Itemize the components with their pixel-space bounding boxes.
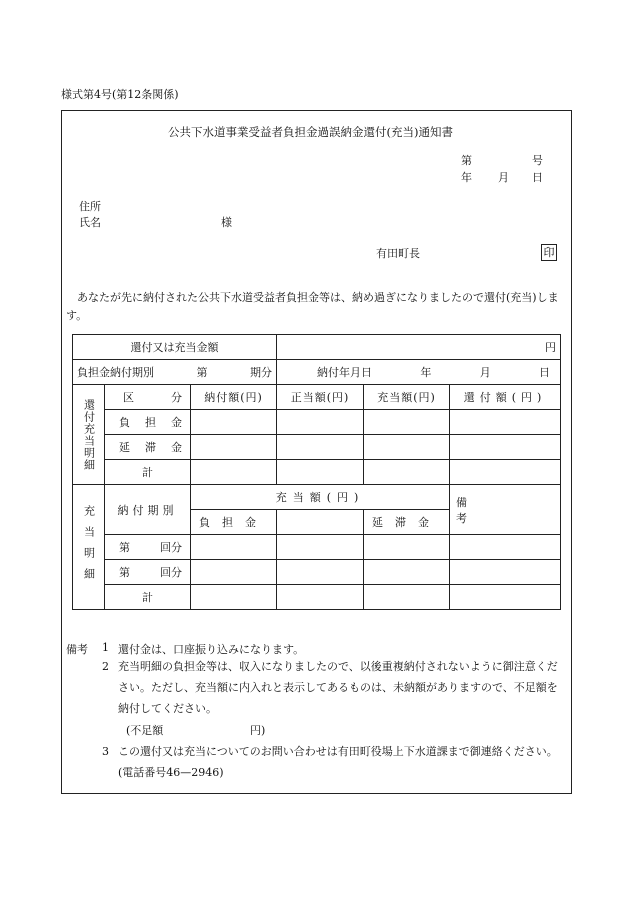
row-entai-label (105, 435, 191, 460)
row-kaibun: 回分 (160, 541, 182, 554)
row-entai-char: 滞 (145, 441, 156, 454)
payment-period-label: 負担金納付期別 (77, 366, 154, 379)
table-row (73, 485, 561, 510)
row-futan-label (105, 410, 191, 435)
payment-date-day: 日 (539, 366, 551, 379)
doc-number-go: 号 (532, 154, 543, 167)
empty-cell (191, 585, 277, 610)
yen-unit: 円 (545, 341, 557, 354)
sub-entai-header: 延滞金 (364, 510, 450, 535)
issuer: 有田町長 (376, 247, 420, 260)
applied-amount-header: 充当額(円) (364, 385, 450, 410)
date-day: 日 (532, 171, 543, 184)
row-dai: 第 (119, 566, 130, 579)
table-row (73, 460, 561, 485)
apply-detail-group-label: 充当明細 (73, 485, 105, 610)
period-col-header: 納付期別 (105, 485, 191, 535)
doc-number-dai: 第 (461, 154, 472, 167)
page-title: 公共下水道事業受益者負担金過誤納金還付(充当)通知書 (168, 125, 453, 139)
table-row (73, 535, 561, 560)
table-row (73, 560, 561, 585)
table-row (73, 360, 561, 385)
empty-cell (364, 535, 450, 560)
correct-amount-header: 正当額(円) (277, 385, 364, 410)
empty-cell (450, 560, 561, 585)
applied-total-header: 充当額(円) (191, 485, 450, 510)
payment-date-label: 納付年月日 (317, 366, 373, 379)
empty-cell (277, 410, 364, 435)
remarks-header: 備考 (456, 495, 528, 525)
row-dai: 第 (119, 541, 130, 554)
payment-period-ki: 期分 (250, 366, 272, 379)
shortage-open: (不足額 (126, 724, 164, 737)
empty-cell (364, 460, 450, 485)
notes-label: 備考 (66, 643, 88, 656)
payment-period-dai: 第 (196, 366, 208, 379)
paid-amount-header: 納付額(円) (191, 385, 277, 410)
address-label: 住所 (79, 200, 101, 213)
empty-cell (277, 435, 364, 460)
row-entai-char: 金 (171, 441, 182, 454)
empty-cell (364, 410, 450, 435)
note-1-number: 1 (102, 641, 109, 654)
note-3-text: この還付又は充当についてのお問い合わせは有田町役場上下水道課まで御連絡ください。(電話番号46—2946) (118, 745, 558, 779)
empty-cell (450, 535, 561, 560)
date-year: 年 (461, 171, 472, 184)
row-entai-char: 延 (119, 441, 130, 454)
table-row (73, 335, 561, 360)
date-month: 月 (498, 171, 509, 184)
payment-date-year: 年 (420, 366, 432, 379)
note-1-text: 還付金は、口座振り込みになります。 (118, 643, 305, 656)
empty-cell (191, 435, 277, 460)
payment-date-month: 月 (479, 366, 491, 379)
intro-text: あなたが先に納付された公共下水道受益者負担金等は、納め過ぎになりましたので還付(充当)します。 (66, 291, 559, 322)
row-futan-char: 金 (171, 416, 182, 429)
note-3-number: 3 (102, 745, 109, 758)
row-period-label (105, 560, 191, 585)
sub-futan-header: 負担金 (191, 510, 277, 535)
refund-table (72, 334, 561, 610)
remarks-header-cell (450, 485, 561, 535)
empty-cell (277, 510, 364, 535)
empty-cell (450, 585, 561, 610)
row-total-label: 計 (105, 460, 191, 485)
empty-cell (277, 585, 364, 610)
row-kaibun: 回分 (160, 566, 182, 579)
refund-amount-header: 還付額(円) (450, 385, 561, 410)
refund-amount-label: 還付又は充当金額 (73, 335, 277, 360)
empty-cell (364, 585, 450, 610)
shortage-close: 円) (250, 724, 266, 737)
row-futan-char: 負 (119, 416, 130, 429)
table-row (73, 385, 561, 410)
empty-cell (364, 435, 450, 460)
payment-date-cell (277, 360, 561, 385)
honorific: 様 (221, 216, 232, 229)
row-futan-char: 担 (145, 416, 156, 429)
empty-cell (277, 535, 364, 560)
refund-amount-value (277, 335, 561, 360)
table-row (73, 435, 561, 460)
empty-cell (191, 410, 277, 435)
table-row (73, 585, 561, 610)
empty-cell (450, 460, 561, 485)
row-period-label (105, 535, 191, 560)
kubun-header (105, 385, 191, 410)
form-label: 様式第4号(第12条関係) (61, 88, 179, 101)
seal-mark: 印 (541, 244, 557, 261)
empty-cell (277, 460, 364, 485)
empty-cell (364, 560, 450, 585)
note-2-text: 充当明細の負担金等は、収入になりましたので、以後重複納付されないように御注意ください。ただし、充当額に内入れと表示してあるものは、未納額がありますので、不足額を納付してください。 (118, 660, 558, 715)
empty-cell (450, 435, 561, 460)
payment-period-cell (73, 360, 277, 385)
empty-cell (277, 560, 364, 585)
empty-cell (191, 560, 277, 585)
empty-cell (450, 410, 561, 435)
empty-cell (191, 535, 277, 560)
kubun-a: 区 (123, 391, 134, 404)
refund-detail-group-label: 還付充当明細 (73, 385, 105, 485)
kubun-b: 分 (171, 391, 182, 404)
empty-cell (191, 460, 277, 485)
row-total-label: 計 (105, 585, 191, 610)
note-2-number: 2 (102, 660, 109, 673)
table-row (73, 410, 561, 435)
name-label: 氏名 (79, 216, 101, 229)
